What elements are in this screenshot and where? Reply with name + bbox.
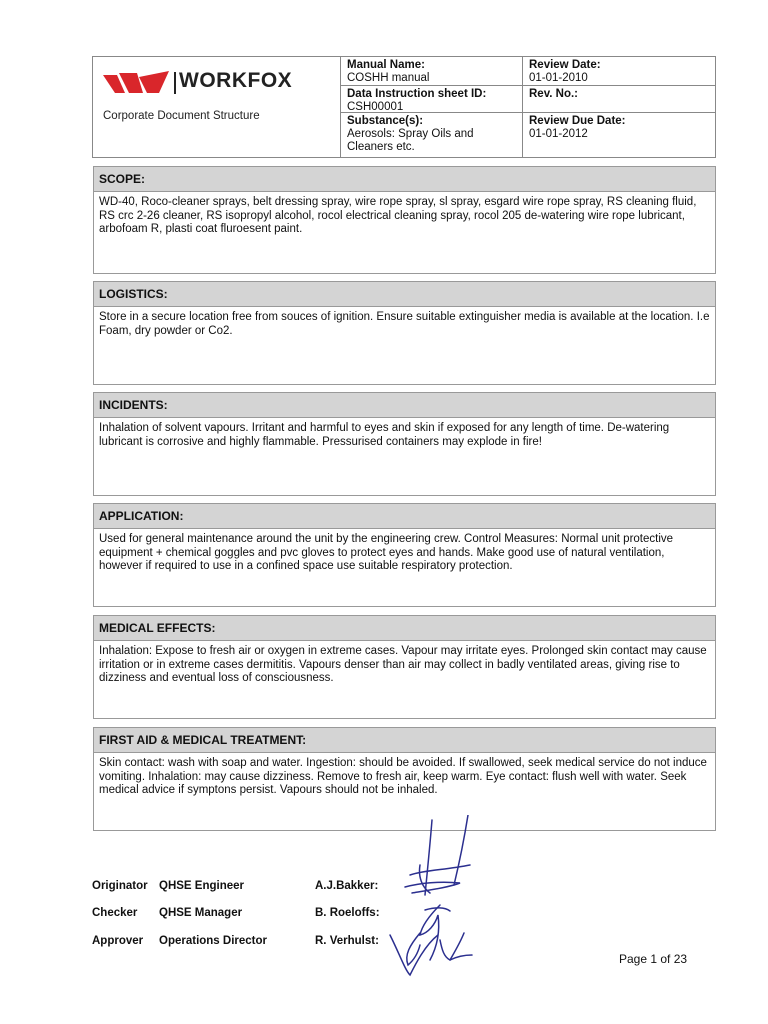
section-body: Inhalation: Expose to fresh air or oxygen in extreme cases. Vapour may irritate eyes. Prolonged skin contact may cause irritation or in extreme cases dermititis. Vapours denser than air may collect in badly ventilated areas, giving rise to dizziness and eventual loss of consciousness. [99,645,707,684]
corporate-label: Corporate Document Structure [103,110,260,122]
signoff-name: A.J.Bakker: [315,880,379,892]
signoff-name: R. Verhulst: [315,935,379,947]
signoff-title: Operations Director [159,935,267,947]
substances-value: Aerosols: Spray Oils and Cleaners etc. [347,128,474,153]
data-sheet-label: Data Instruction sheet ID: [347,88,487,100]
section-body: Inhalation of solvent vapours. Irritant and harmful to eyes and skin if exposed for any length of time. De-watering lubricant is corrosive and highly flammable. Pressurised containers may explode in fire! [99,422,670,448]
review-due-label: Review Due Date: [529,115,626,127]
scope-section [93,166,716,274]
data-sheet-cell [341,86,523,113]
section-title: INCIDENTS: [94,393,715,418]
handwritten-signatures [380,815,490,990]
workfox-wing-icon [103,71,171,95]
application-section [93,503,716,607]
review-date-label: Review Date: [529,59,601,71]
document-header [92,56,716,158]
section-body: WD-40, Roco-cleaner sprays, belt dressing spray, wire rope spray, sl spray, esgard wire rope spray, RS cleaning fluid, RS crc 2-26 cleaner, RS isopropyl alcohol, rocol electrical cleaning spray, rocol 205 de-watering wire rope lubricant, arbofoam R, plasti coat fluroesent paint. [99,196,697,235]
review-due-value: 01-01-2012 [529,128,588,140]
section-title: FIRST AID & MEDICAL TREATMENT: [94,728,715,753]
signoff-role: Checker [92,907,138,919]
manual-name-value: COSHH manual [347,72,430,84]
signoff-title: QHSE Manager [159,907,243,919]
manual-name-label: Manual Name: [347,59,425,71]
substances-label: Substance(s): [347,115,424,127]
page-number: Page 1 of 23 [619,952,688,966]
logistics-section [93,281,716,385]
signoff-role: Originator [92,880,148,892]
section-body: Used for general maintenance around the unit by the engineering crew. Control Measures: Normal unit protective equipment + chemical goggles and pvc gloves to protect eyes and hands. Make good use of natural ventilation, however if required to use in a confined space use suitable respiratory protection. [99,533,674,572]
workfox-logo [103,69,333,97]
logo-text: WORKFOX [179,69,293,92]
incidents-section [93,392,716,496]
medical-effects-section [93,615,716,719]
review-date-value: 01-01-2010 [529,72,588,84]
rev-no-label: Rev. No.: [529,88,578,100]
section-body: Skin contact: wash with soap and water. Ingestion: should be avoided. If swallowed, seek medical service do not induce vomiting. Inhalation: may cause dizziness. Remove to fresh air, keep warm. Eye contact: flush well with water. Seek medical advice if symptons persist. Vapours should not be inhaled. [99,757,707,796]
signoff-name: B. Roeloffs: [315,907,380,919]
signoff-title: QHSE Engineer [159,880,244,892]
section-title: MEDICAL EFFECTS: [94,616,715,641]
section-title: SCOPE: [94,167,715,192]
rev-no-cell [523,86,715,113]
section-title: LOGISTICS: [94,282,715,307]
signoff-role: Approver [92,935,144,947]
data-sheet-value: CSH00001 [347,101,404,113]
substances-cell [341,113,523,157]
manual-name-cell [341,57,523,86]
review-due-cell [523,113,715,157]
section-title: APPLICATION: [94,504,715,529]
review-date-cell [523,57,715,86]
section-body: Store in a secure location free from souces of ignition. Ensure suitable extinguisher media is available at the location. I.e Foam, dry powder or Co2. [99,311,710,337]
logo-divider [174,72,176,94]
logo-cell [93,57,341,157]
